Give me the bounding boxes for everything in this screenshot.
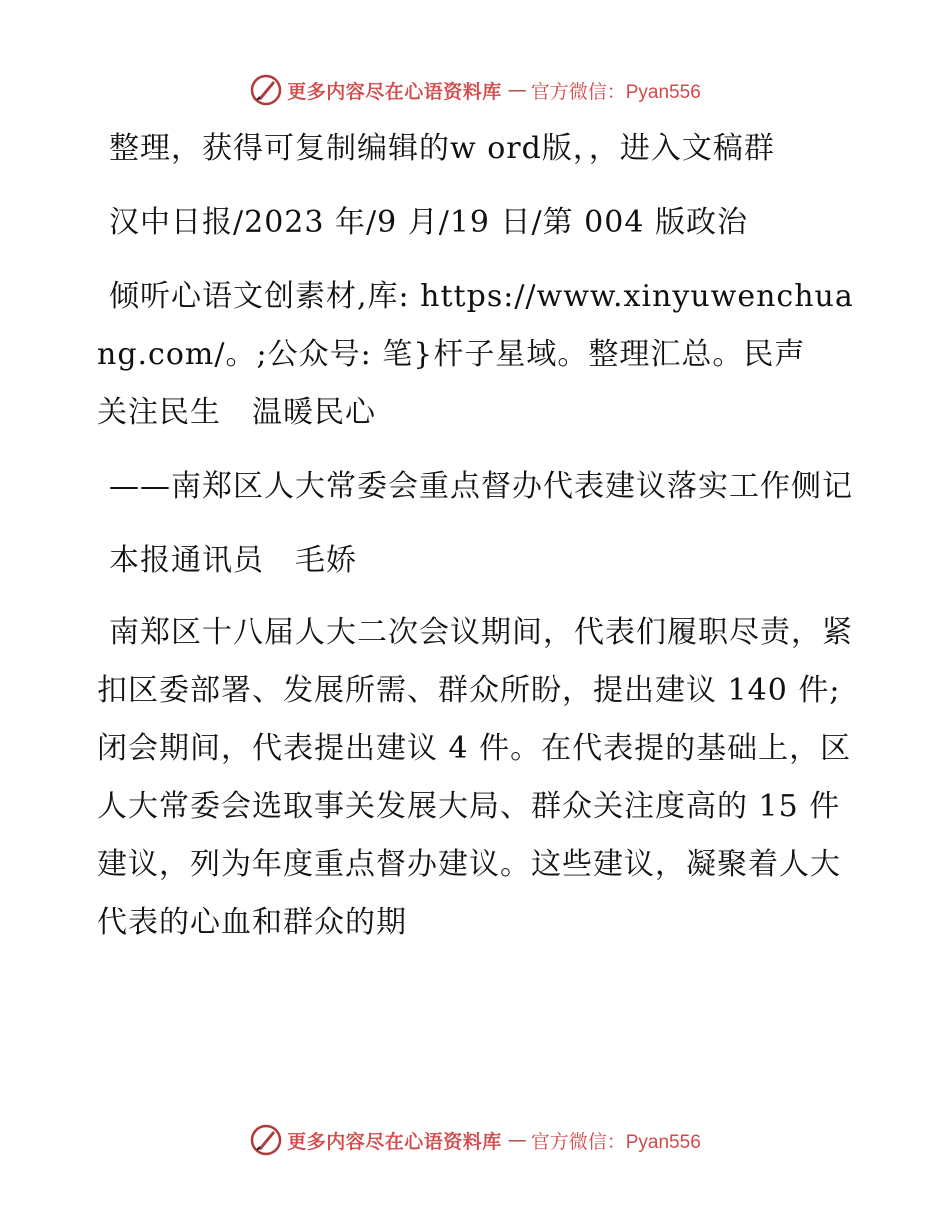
watermark-site-text: 更多内容尽在心语资料库 bbox=[287, 1130, 502, 1153]
article-paragraph-body: 南郑区十八届人大二次会议期间，代表们履职尽责，紧扣区委部署、发展所需、群众所盼，提出建议 140 件; 闭会期间，代表提出建议 4 件。在代表提的基础上，区人大常委会选取事关发展大局、群众关注度高的 15 件建议，列为年度重点督办建议。这些建议，凝聚着人大代表的心血和群众的期 bbox=[97, 615, 853, 940]
watermark-contact: 官方微信：Pyan556 bbox=[530, 1131, 701, 1153]
article-paragraph-source: 倾听心语文创素材,库: https://www.xinyuwenchuang.com/。;公众号: 笔}杆子星域。整理汇总。民声 关注民生 温暖民心 bbox=[97, 279, 854, 430]
article-paragraph-dateline: 汉中日报/2023 年/9 月/19 日/第 004 版政治 bbox=[109, 205, 748, 240]
watermark-separator: — bbox=[507, 79, 527, 101]
article-body bbox=[97, 120, 857, 968]
article-paragraph-intro: 整理，获得可复制编辑的w ord版，，进入文稿群 bbox=[109, 131, 775, 166]
watermark-site-text: 更多内容尽在心语资料库 bbox=[287, 80, 502, 103]
article-paragraph-byline: 本报通讯员 毛娇 bbox=[109, 543, 357, 578]
header-watermark bbox=[0, 70, 950, 110]
feather-pen-icon bbox=[249, 1123, 283, 1157]
watermark-contact: 官方微信：Pyan556 bbox=[530, 81, 701, 103]
feather-pen-icon bbox=[249, 73, 283, 107]
footer-watermark bbox=[0, 1120, 950, 1160]
article-paragraph-subtitle: ——南郑区人大常委会重点督办代表建议落实工作侧记 bbox=[109, 469, 853, 504]
watermark-separator: — bbox=[507, 1129, 527, 1151]
